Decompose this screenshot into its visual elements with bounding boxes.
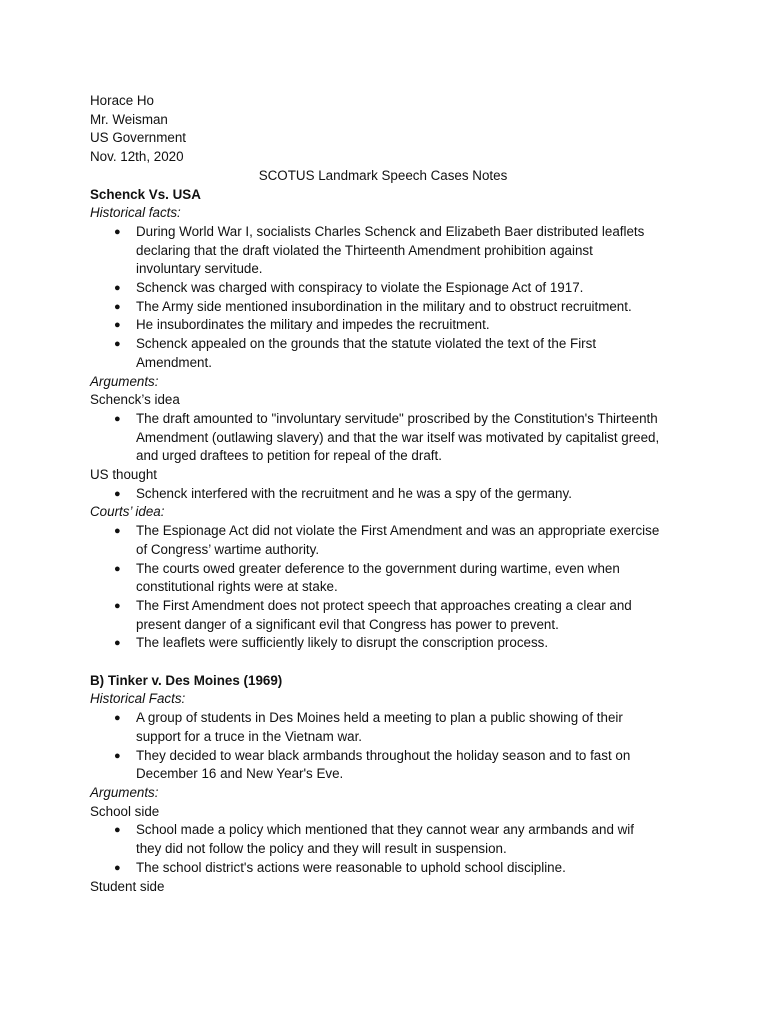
list-item-text: The leaflets were sufficiently likely to disrupt the conscription process. <box>136 635 549 651</box>
case2-side1-label: School side <box>90 803 160 819</box>
list-item-text: present danger of a significant evil that Congress has power to prevent. <box>136 616 559 632</box>
list-item <box>90 522 690 559</box>
document-page <box>90 92 690 896</box>
bullet-icon: ● <box>114 300 121 313</box>
list-item-text: and urged draftees to petition for repeal of the draft. <box>136 448 442 464</box>
list-item-text: A group of students in Des Moines held a meeting to plan a public showing of their <box>136 710 623 726</box>
list-item-text: The Army side mentioned insubordination in the military and to obstruct recruitment. <box>136 298 632 314</box>
list-item-text: support for a truce in the Vietnam war. <box>136 728 363 744</box>
list-item-text: The Espionage Act did not violate the First Amendment and was an appropriate exercise <box>136 523 660 539</box>
list-item <box>90 597 690 634</box>
list-item-text: The draft amounted to "involuntary servitude" proscribed by the Constitution's Thirteenth <box>136 410 658 426</box>
case2-arguments-label: Arguments: <box>90 785 159 800</box>
list-item-text: They decided to wear black armbands throughout the holiday season and to fast on <box>136 747 631 763</box>
teacher-name: Mr. Weisman <box>90 111 168 127</box>
list-item <box>90 821 690 858</box>
case1-facts-list <box>90 223 690 373</box>
list-item-text: Schenck appealed on the grounds that the statute violated the text of the First <box>136 336 597 352</box>
list-item-text: The First Amendment does not protect speech that approaches creating a clear and <box>136 597 632 613</box>
bullet-icon: ● <box>114 562 121 575</box>
bullet-icon: ● <box>114 712 121 725</box>
document-title: SCOTUS Landmark Speech Cases Notes <box>258 167 508 183</box>
author-name: Horace Ho <box>90 93 155 108</box>
list-item-text: Schenck was charged with conspiracy to violate the Espionage Act of 1917. <box>136 280 584 296</box>
case1-title: Schenck Vs. USA <box>90 186 201 202</box>
bullet-icon: ● <box>114 282 121 295</box>
bullet-icon: ● <box>114 824 121 837</box>
list-item-text: Amendment. <box>136 354 212 370</box>
case1-side1-label: Schenck’s idea <box>90 392 180 408</box>
case1-side2-list <box>90 485 690 504</box>
case2-facts-label: Historical Facts: <box>90 691 186 707</box>
list-item <box>90 560 690 597</box>
list-item <box>90 485 690 504</box>
list-item-text: constitutional rights were at stake. <box>136 579 338 595</box>
case1-side2-label: US thought <box>90 467 157 483</box>
list-item <box>90 335 690 372</box>
list-item <box>90 410 690 466</box>
course-name: US Government <box>90 130 187 146</box>
list-item <box>90 279 690 298</box>
section-spacer <box>90 653 690 672</box>
list-item-text: declaring that the draft violated the Thirteenth Amendment prohibition against <box>136 242 593 258</box>
list-item <box>90 223 690 279</box>
list-item-text: The courts owed greater deference to the government during wartime, even when <box>136 560 620 576</box>
document-date: Nov. 12th, 2020 <box>90 149 184 165</box>
bullet-icon: ● <box>114 412 121 425</box>
list-item-text: He insubordinates the military and impedes the recruitment. <box>136 317 490 333</box>
list-item-text: School made a policy which mentioned that they cannot wear any armbands and wif <box>136 822 634 838</box>
bullet-icon: ● <box>114 525 121 538</box>
case1-courts-list <box>90 522 690 653</box>
list-item <box>90 634 690 653</box>
list-item-text: of Congress’ wartime authority. <box>136 541 320 557</box>
case2-side2-label: Student side <box>90 878 165 894</box>
bullet-icon: ● <box>114 599 121 612</box>
case2-title: B) Tinker v. Des Moines (1969) <box>90 672 283 688</box>
bullet-icon: ● <box>114 319 121 332</box>
list-item <box>90 298 690 317</box>
case2-facts-list <box>90 709 690 784</box>
case1-side1-list <box>90 410 690 466</box>
case1-arguments-label: Arguments: <box>90 373 159 389</box>
bullet-icon: ● <box>114 338 121 351</box>
case1-facts-label: Historical facts: <box>90 205 181 221</box>
bullet-icon: ● <box>114 861 121 874</box>
list-item-text: Amendment (outlawing slavery) and that the war itself was motivated by capitalist greed, <box>136 429 660 445</box>
case1-courts-label: Courts’ idea: <box>90 504 165 520</box>
list-item-text: The school district's actions were reasonable to uphold school discipline. <box>136 859 566 875</box>
bullet-icon: ● <box>114 637 121 650</box>
list-item <box>90 747 690 784</box>
list-item <box>90 709 690 746</box>
list-item-text: involuntary servitude. <box>136 261 263 277</box>
list-item-text: December 16 and New Year's Eve. <box>136 766 344 782</box>
case2-side1-list <box>90 821 690 877</box>
list-item <box>90 316 690 335</box>
bullet-icon: ● <box>114 487 121 500</box>
bullet-icon: ● <box>114 749 121 762</box>
list-item-text: During World War I, socialists Charles Schenck and Elizabeth Baer distributed leaflets <box>136 223 645 239</box>
list-item-text: they did not follow the policy and they will result in suspension. <box>136 841 507 857</box>
list-item <box>90 859 690 878</box>
list-item-text: Schenck interfered with the recruitment and he was a spy of the germany. <box>136 485 572 501</box>
bullet-icon: ● <box>114 225 121 238</box>
